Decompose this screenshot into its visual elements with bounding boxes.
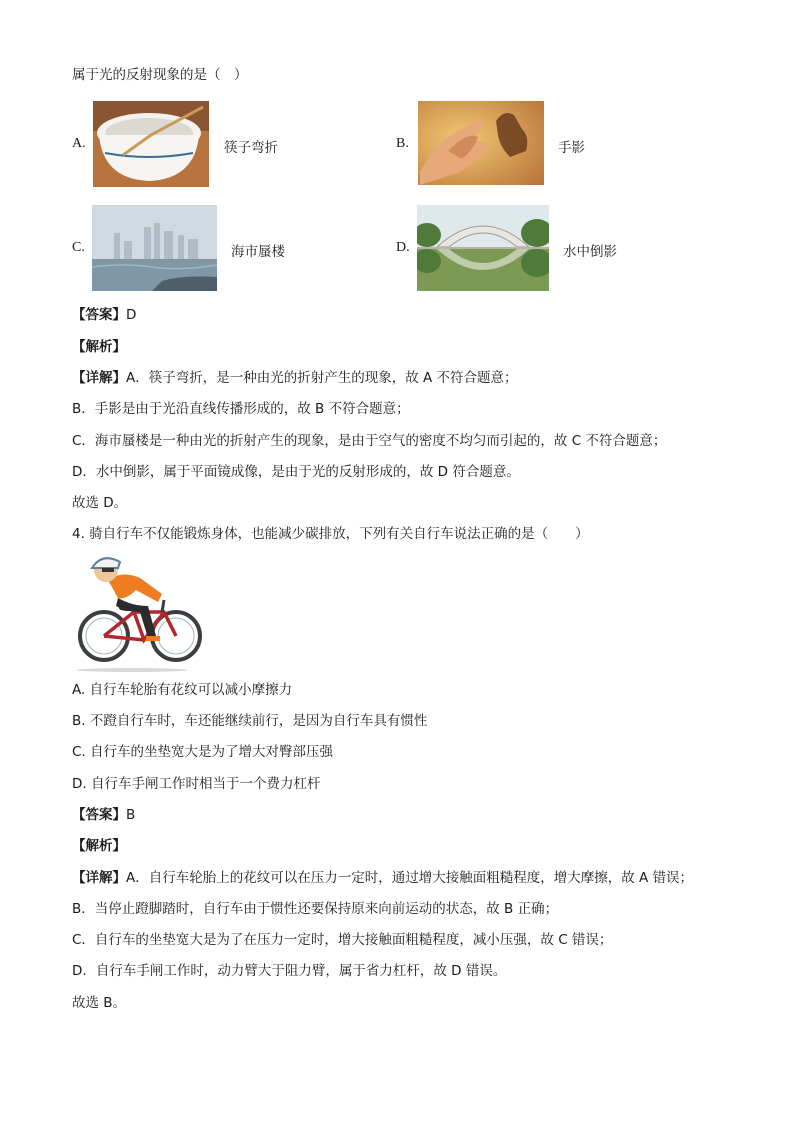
detail-tag: 【详解】 bbox=[72, 870, 126, 886]
answer-value: D bbox=[126, 307, 137, 323]
q3-option-a-label: 筷子弯折 bbox=[224, 140, 278, 156]
q3-detail-line-4: D．水中倒影，属于平面镜成像，是由于光的反射形成的，故 D 符合题意。 bbox=[72, 464, 520, 480]
q3-option-b-label: 手影 bbox=[558, 140, 585, 156]
q3-detail-line-2: B．手影是由于光沿直线传播形成的，故 B 不符合题意； bbox=[72, 401, 410, 417]
q3-option-b-letter: B. bbox=[396, 136, 409, 151]
q3-option-a-letter: A. bbox=[72, 136, 86, 151]
q4-detail-line-3: C．自行车的坐垫宽大是为了在压力一定时，增大接触面粗糙程度，减小压强，故 C 错误； bbox=[72, 932, 613, 948]
q3-option-d-label: 水中倒影 bbox=[563, 244, 617, 260]
q3-stem: 属于光的反射现象的是（ ） bbox=[72, 67, 248, 83]
bridge-reflection-photo bbox=[417, 205, 549, 291]
q4-option-c: C. 自行车的坐垫宽大是为了增大对臀部压强 bbox=[72, 744, 334, 760]
q4-detail-line-1 bbox=[72, 869, 693, 887]
q4-detail-line-2: B．当停止蹬脚踏时，自行车由于惯性还要保持原来向前运动的状态，故 B 正确； bbox=[72, 901, 559, 917]
q3-option-d-letter: D. bbox=[396, 240, 410, 255]
detail-text: A．自行车轮胎上的花纹可以在压力一定时，通过增大接触面粗糙程度，增大摩擦，故 A 错误； bbox=[126, 870, 694, 886]
analysis-tag: 【解析】 bbox=[72, 339, 126, 355]
q3-detail-line-3: C．海市蜃楼是一种由光的折射产生的现象，是由于空气的密度不均匀而引起的，故 C 不符合题意； bbox=[72, 433, 667, 449]
answer-value: B bbox=[126, 807, 136, 823]
hand-shadow-photo bbox=[418, 101, 544, 185]
q4-conclusion: 故选 B。 bbox=[72, 995, 127, 1011]
bowl-chopstick-photo bbox=[93, 101, 209, 187]
q3-answer-row bbox=[72, 306, 136, 324]
q4-option-d: D. 自行车手闸工作时相当于一个费力杠杆 bbox=[72, 776, 321, 792]
q3-conclusion: 故选 D。 bbox=[72, 495, 128, 511]
detail-text: A．筷子弯折，是一种由光的折射产生的现象，故 A 不符合题意； bbox=[126, 370, 518, 386]
q3-option-c-label: 海市蜃楼 bbox=[231, 244, 285, 260]
q4-answer-row bbox=[72, 806, 135, 824]
q4-detail-line-4: D．自行车手闸工作时，动力臂大于阻力臂，属于省力杠杆，故 D 错误。 bbox=[72, 963, 507, 979]
q4-option-a: A. 自行车轮胎有花纹可以减小摩擦力 bbox=[72, 682, 293, 698]
cyclist-illustration bbox=[72, 550, 202, 672]
q4-stem: 4. 骑自行车不仅能锻炼身体，也能减少碳排放，下列有关自行车说法正确的是（ ） bbox=[72, 526, 589, 542]
mirage-city-photo bbox=[92, 205, 217, 291]
q4-option-b: B. 不蹬自行车时，车还能继续前行，是因为自行车具有惯性 bbox=[72, 713, 428, 729]
answer-tag: 【答案】 bbox=[72, 807, 126, 823]
detail-tag: 【详解】 bbox=[72, 370, 126, 386]
q3-detail-line-1 bbox=[72, 369, 518, 387]
answer-tag: 【答案】 bbox=[72, 307, 126, 323]
q3-option-c-letter: C. bbox=[72, 240, 85, 255]
analysis-tag: 【解析】 bbox=[72, 838, 126, 854]
